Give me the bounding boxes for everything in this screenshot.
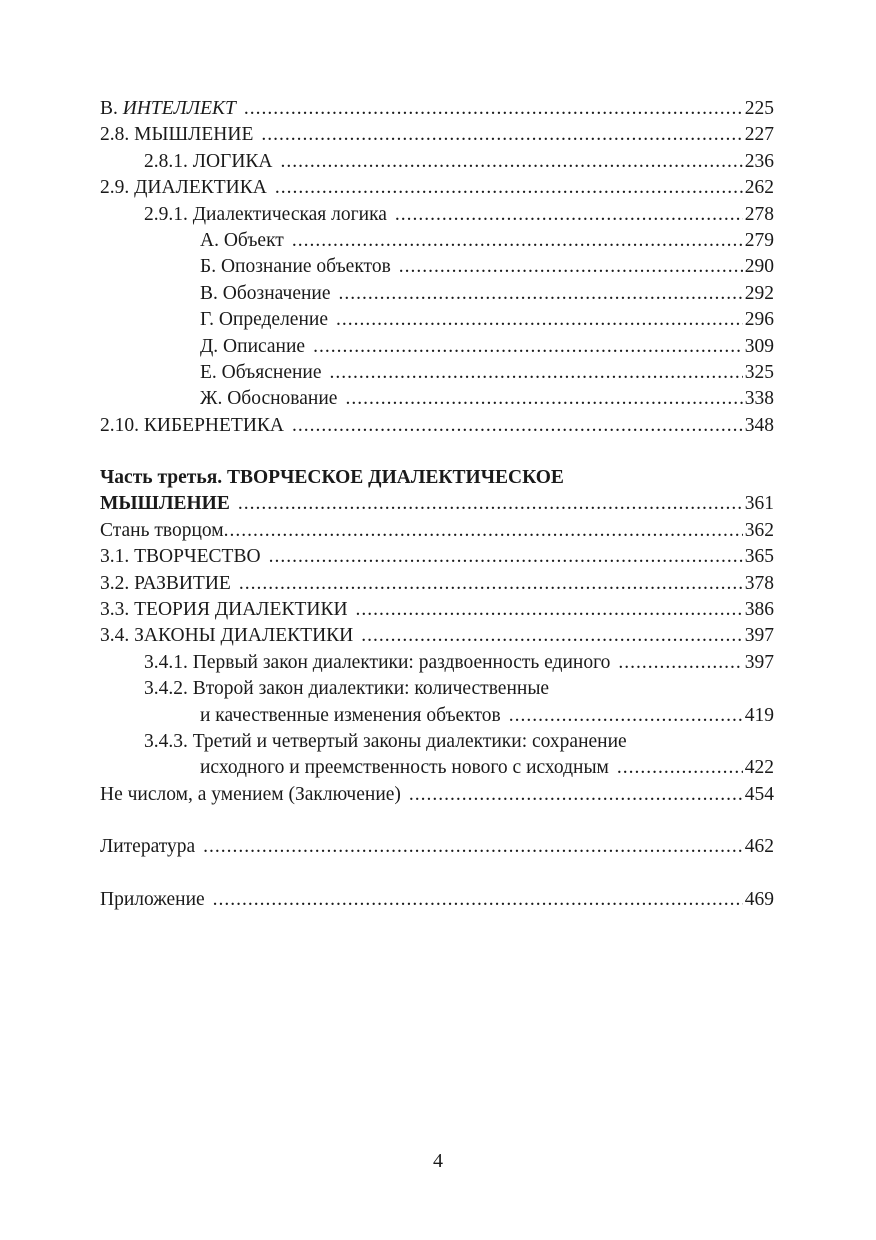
dot-leader xyxy=(330,360,743,386)
toc-entry-page: 262 xyxy=(744,177,774,199)
toc-entry xyxy=(100,254,774,280)
toc-entry xyxy=(100,202,774,228)
toc-entry xyxy=(100,228,774,254)
toc-entry xyxy=(100,623,774,649)
dot-leader xyxy=(213,887,743,913)
dot-leader xyxy=(361,623,743,649)
toc-entry-title: МЫШЛЕНИЕ xyxy=(100,493,230,515)
toc-entry xyxy=(100,96,774,122)
toc-entry-page: 462 xyxy=(744,836,774,858)
toc-entry-title: Г. Определение xyxy=(200,309,328,331)
toc-entry-title: 2.10. КИБЕРНЕТИКА xyxy=(100,414,284,436)
toc-entry-title: Е. Объяснение xyxy=(200,361,322,383)
toc-entry-title-line1: 3.4.3. Третий и четвертый законы диалектики: сохранение xyxy=(144,730,627,752)
toc-entry-page: 469 xyxy=(744,888,774,910)
toc-entry xyxy=(100,834,774,860)
toc-entry xyxy=(100,175,774,201)
dot-leader xyxy=(281,149,743,175)
toc-entry xyxy=(100,413,774,439)
toc-entry-page: 236 xyxy=(744,150,774,172)
toc-entry xyxy=(100,518,774,544)
dot-leader xyxy=(203,834,743,860)
dot-leader xyxy=(336,307,743,333)
toc-entry-page: 325 xyxy=(744,361,774,383)
table-of-contents xyxy=(100,96,774,913)
toc-entry-page: 279 xyxy=(744,229,774,251)
toc-entry-title: 2.8. МЫШЛЕНИЕ xyxy=(100,124,254,146)
toc-entry-page: 227 xyxy=(744,124,774,146)
toc-entry-title: и качественные изменения объектов xyxy=(200,704,501,726)
toc-entry xyxy=(100,544,774,570)
toc-entry-page: 278 xyxy=(744,203,774,225)
toc-entry-page: 397 xyxy=(744,651,774,673)
toc-part-heading xyxy=(100,465,774,491)
toc-entry-page: 292 xyxy=(744,282,774,304)
dot-leader xyxy=(339,281,743,307)
toc-entry-title: Д. Описание xyxy=(200,335,306,357)
page-number: 4 xyxy=(433,1150,443,1172)
toc-entry-page: 362 xyxy=(744,519,774,541)
toc-entry-page: 419 xyxy=(744,704,774,726)
toc-entry-page: 309 xyxy=(744,335,774,357)
toc-entry-page: 378 xyxy=(744,572,774,594)
toc-entry-title: 3.4. ЗАКОНЫ ДИАЛЕКТИКИ xyxy=(100,625,354,647)
dot-leader xyxy=(409,782,743,808)
dot-leader xyxy=(509,703,743,729)
toc-entry xyxy=(100,281,774,307)
toc-entry xyxy=(100,887,774,913)
dot-leader xyxy=(269,544,743,570)
toc-entry xyxy=(100,334,774,360)
dot-leader xyxy=(618,650,742,676)
toc-entry-page: 422 xyxy=(744,757,774,779)
toc-entry-title: 3.3. ТЕОРИЯ ДИАЛЕКТИКИ xyxy=(100,599,348,621)
dot-leader xyxy=(395,202,743,228)
toc-entry xyxy=(100,597,774,623)
toc-entry-page: 386 xyxy=(744,599,774,621)
dot-leader xyxy=(313,334,743,360)
toc-entry-title: Не числом, а умением (Заключение) xyxy=(100,783,401,805)
toc-entry-title: А. Объект xyxy=(200,229,284,251)
toc-entry-title: 2.8.1. ЛОГИКА xyxy=(144,150,273,172)
dot-leader xyxy=(345,386,742,412)
toc-entry-title: 2.9.1. Диалектическая логика xyxy=(144,203,387,225)
toc-entry-title: В. Обозначение xyxy=(200,282,331,304)
dot-leader xyxy=(275,175,743,201)
dot-leader xyxy=(356,597,743,623)
toc-part-heading-line1: Часть третья. ТВОРЧЕСКОЕ ДИАЛЕКТИЧЕСКОЕ xyxy=(100,467,564,489)
toc-entry xyxy=(100,307,774,333)
toc-entry-line1 xyxy=(100,676,774,702)
toc-entry-page: 365 xyxy=(744,546,774,568)
toc-entry xyxy=(100,755,774,781)
toc-entry-title: В. ИНТЕЛЛЕКТ xyxy=(100,98,236,119)
toc-entry xyxy=(100,703,774,729)
toc-entry xyxy=(100,491,774,517)
toc-entry xyxy=(100,360,774,386)
dot-leader xyxy=(238,491,743,517)
toc-entry-page: 361 xyxy=(744,493,774,515)
toc-entry-page: 225 xyxy=(744,98,774,119)
dot-leader xyxy=(244,96,743,122)
toc-entry-page: 348 xyxy=(744,414,774,436)
dot-leader xyxy=(261,122,742,148)
toc-entry-title: 3.2. РАЗВИТИЕ xyxy=(100,572,231,594)
toc-entry-line1 xyxy=(100,729,774,755)
toc-entry-title: Литература xyxy=(100,836,196,858)
dot-leader xyxy=(292,228,743,254)
toc-entry xyxy=(100,149,774,175)
toc-entry xyxy=(100,386,774,412)
toc-entry-page: 296 xyxy=(744,309,774,331)
toc-entry xyxy=(100,571,774,597)
toc-entry-title: 3.4.1. Первый закон диалектики: раздвоенность единого xyxy=(144,651,611,673)
dot-leader xyxy=(399,254,743,280)
dot-leader xyxy=(617,755,743,781)
toc-entry-title-line1: 3.4.2. Второй закон диалектики: количественные xyxy=(144,678,550,700)
toc-entry-title: Стань творцом xyxy=(100,519,224,541)
toc-entry-title: Приложение xyxy=(100,888,205,910)
toc-entry xyxy=(100,122,774,148)
dot-leader xyxy=(292,413,743,439)
dot-leader xyxy=(239,571,743,597)
toc-entry-page: 454 xyxy=(744,783,774,805)
toc-entry-page: 397 xyxy=(744,625,774,647)
toc-entry xyxy=(100,782,774,808)
toc-entry-title: Б. Опознание объектов xyxy=(200,256,391,278)
dot-leader xyxy=(224,518,743,544)
toc-entry xyxy=(100,650,774,676)
toc-entry-page: 290 xyxy=(744,256,774,278)
toc-entry-title: 3.1. ТВОРЧЕСТВО xyxy=(100,546,261,568)
toc-entry-title: Ж. Обоснование xyxy=(200,388,338,410)
toc-entry-title: 2.9. ДИАЛЕКТИКА xyxy=(100,177,267,199)
toc-entry-page: 338 xyxy=(744,388,774,410)
toc-entry-title: исходного и преемственность нового с исходным xyxy=(200,757,609,779)
